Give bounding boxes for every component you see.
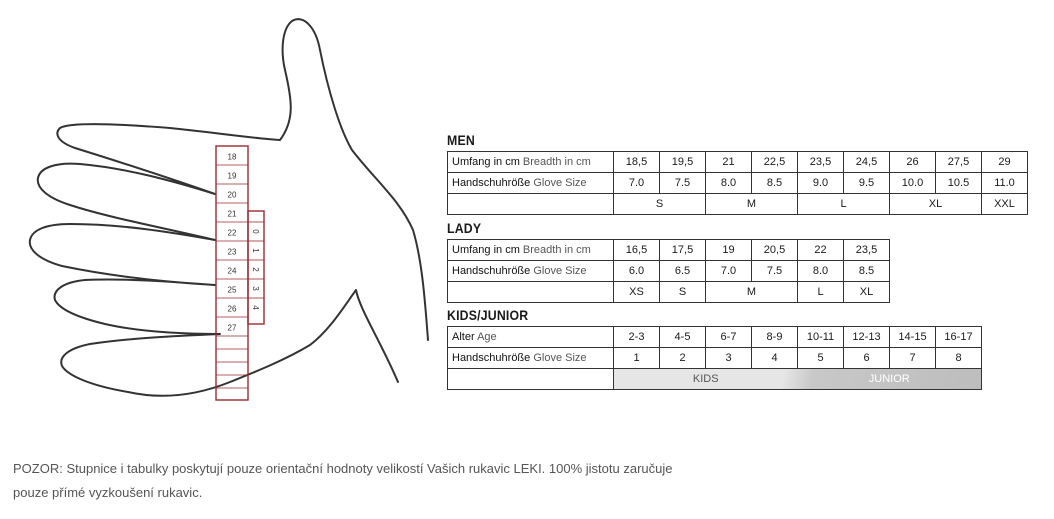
- men-letter-size-cell: XL: [890, 194, 982, 215]
- ruler-label: 26: [227, 304, 237, 314]
- men-breadth-cell: 29: [982, 152, 1028, 173]
- men-glove-size-cell: 9.5: [844, 173, 890, 194]
- men-breadth-row: [448, 152, 1028, 173]
- glove-ruler-label: 2: [251, 267, 260, 272]
- glove-ruler-label: 1: [251, 248, 260, 253]
- kids-age-cell: 8-9: [752, 327, 798, 348]
- lady-breadth-cell: 23,5: [844, 240, 890, 261]
- lady-glove-size-cell: 7.5: [752, 261, 798, 282]
- men-breadth-cell: 23,5: [798, 152, 844, 173]
- kids-glove-size-cell: 8: [936, 348, 982, 369]
- men-breadth-cell: 21: [706, 152, 752, 173]
- lady-glove-size-row: [448, 261, 890, 282]
- ruler-label: 24: [227, 266, 237, 276]
- kids-age-cell: 14-15: [890, 327, 936, 348]
- men-size-table: [447, 151, 1028, 215]
- ruler-label: 20: [227, 190, 237, 200]
- men-letter-size-cell: M: [706, 194, 798, 215]
- kids-age-row: [448, 327, 982, 348]
- ruler-label: 19: [227, 171, 237, 181]
- kids-glove-size-label: Handschuhröße Glove Size: [448, 348, 614, 369]
- kids-age-cell: 10-11: [798, 327, 844, 348]
- men-glove-size-cell: 10.5: [936, 173, 982, 194]
- men-letter-size-row: [448, 194, 1028, 215]
- kids-age-cell: 2-3: [614, 327, 660, 348]
- men-title: MEN: [447, 132, 475, 148]
- kids-age-cell: 16-17: [936, 327, 982, 348]
- lady-breadth-cell: 20,5: [752, 240, 798, 261]
- lady-glove-size-cell: 7.0: [706, 261, 752, 282]
- kids-junior-title: KIDS/JUNIOR: [447, 307, 529, 323]
- ruler-glove-size: [248, 211, 264, 324]
- men-glove-size-cell: 8.5: [752, 173, 798, 194]
- lady-letter-size-cell: L: [798, 282, 844, 303]
- junior-label: JUNIOR: [868, 373, 910, 385]
- lady-breadth-cell: 22: [798, 240, 844, 261]
- men-glove-size-label: Handschuhröße Glove Size: [448, 173, 614, 194]
- lady-size-table: [447, 239, 890, 303]
- men-glove-size-cell: 9.0: [798, 173, 844, 194]
- kids-label: KIDS: [692, 373, 719, 385]
- ruler-label: 23: [227, 247, 237, 257]
- kids-glove-size-cell: 3: [706, 348, 752, 369]
- lady-letter-size-cell: S: [660, 282, 706, 303]
- kids-junior-bar-cell: [614, 369, 982, 390]
- men-breadth-label: Umfang in cm Breadth in cm: [448, 152, 614, 173]
- lady-title: LADY: [447, 220, 482, 236]
- ruler-label: 21: [227, 209, 237, 219]
- men-breadth-cell: 19,5: [660, 152, 706, 173]
- ruler-main: [216, 146, 248, 400]
- lady-letter-size-cell: XS: [614, 282, 660, 303]
- kids-age-cell: 12-13: [844, 327, 890, 348]
- lady-breadth-cell: 19: [706, 240, 752, 261]
- disclaimer-note: [13, 457, 773, 505]
- men-glove-size-cell: 10.0: [890, 173, 936, 194]
- kids-age-cell: 4-5: [660, 327, 706, 348]
- hand-illustration: [0, 0, 430, 420]
- kids-junior-bar: [614, 369, 981, 389]
- lady-letter-size-cell: XL: [844, 282, 890, 303]
- men-breadth-cell: 27,5: [936, 152, 982, 173]
- kids-junior-size-table: [447, 326, 982, 390]
- hand-outline: [30, 19, 428, 396]
- ruler-label: 18: [227, 152, 237, 162]
- kids-glove-size-cell: 2: [660, 348, 706, 369]
- empty-cell: [448, 369, 614, 390]
- lady-breadth-cell: 17,5: [660, 240, 706, 261]
- lady-glove-size-label: Handschuhröße Glove Size: [448, 261, 614, 282]
- men-letter-size-cell: S: [614, 194, 706, 215]
- kids-glove-size-cell: 4: [752, 348, 798, 369]
- men-breadth-cell: 18,5: [614, 152, 660, 173]
- kids-glove-size-cell: 7: [890, 348, 936, 369]
- ruler-label: 27: [227, 323, 237, 333]
- men-glove-size-row: [448, 173, 1028, 194]
- lady-letter-size-cell: M: [706, 282, 798, 303]
- men-glove-size-cell: 11.0: [982, 173, 1028, 194]
- empty-cell: [448, 282, 614, 303]
- lady-glove-size-cell: 8.0: [798, 261, 844, 282]
- glove-ruler-label: 0: [251, 229, 260, 234]
- lady-glove-size-cell: 6.0: [614, 261, 660, 282]
- men-glove-size-cell: 7.5: [660, 173, 706, 194]
- kids-age-label: Alter Age: [448, 327, 614, 348]
- ruler-label: 22: [227, 228, 237, 238]
- men-breadth-cell: 22,5: [752, 152, 798, 173]
- kids-junior-bar-row: [448, 369, 982, 390]
- disclaimer-line-2: pouze přímé vyzkoušení rukavic.: [13, 485, 203, 500]
- glove-ruler-label: 3: [251, 286, 260, 291]
- kids-glove-size-cell: 6: [844, 348, 890, 369]
- glove-ruler-label: 4: [251, 305, 260, 310]
- men-glove-size-cell: 8.0: [706, 173, 752, 194]
- lady-letter-size-row: [448, 282, 890, 303]
- kids-glove-size-cell: 1: [614, 348, 660, 369]
- kids-age-cell: 6-7: [706, 327, 752, 348]
- men-glove-size-cell: 7.0: [614, 173, 660, 194]
- men-breadth-cell: 26: [890, 152, 936, 173]
- lady-glove-size-cell: 6.5: [660, 261, 706, 282]
- empty-cell: [448, 194, 614, 215]
- lady-breadth-row: [448, 240, 890, 261]
- ruler-label: 25: [227, 285, 237, 295]
- men-letter-size-cell: XXL: [982, 194, 1028, 215]
- disclaimer-line-1: POZOR: Stupnice i tabulky poskytují pouze orientační hodnoty velikostí Vašich rukavic LEKI. 100% jistotu zaručuje: [13, 461, 673, 476]
- lady-glove-size-cell: 8.5: [844, 261, 890, 282]
- kids-glove-size-row: [448, 348, 982, 369]
- lady-breadth-label: Umfang in cm Breadth in cm: [448, 240, 614, 261]
- lady-breadth-cell: 16,5: [614, 240, 660, 261]
- men-breadth-cell: 24,5: [844, 152, 890, 173]
- men-letter-size-cell: L: [798, 194, 890, 215]
- kids-glove-size-cell: 5: [798, 348, 844, 369]
